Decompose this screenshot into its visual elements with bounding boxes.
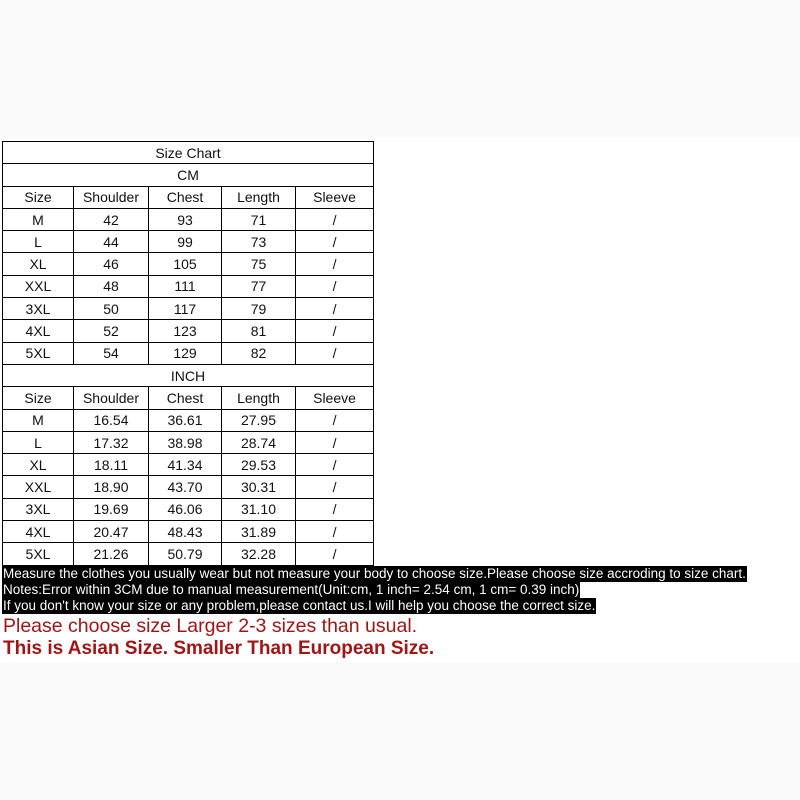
- table-cell: 71: [222, 208, 296, 230]
- table-cell: 82: [222, 342, 296, 364]
- table-cell: 117: [149, 298, 222, 320]
- table-cell: 99: [149, 231, 222, 253]
- table-cell: 50: [74, 298, 149, 320]
- table-cell: 111: [149, 275, 222, 297]
- table-cell: /: [296, 476, 374, 498]
- table-cell: /: [296, 521, 374, 543]
- table-cell: 18.11: [74, 454, 149, 476]
- table-cell: 129: [149, 342, 222, 364]
- table-cell: 19.69: [74, 498, 149, 520]
- table-cell: 4XL: [3, 320, 74, 342]
- table-cell: M: [3, 409, 74, 431]
- table-cell: 46: [74, 253, 149, 275]
- column-header: Length: [222, 387, 296, 409]
- table-cell: L: [3, 231, 74, 253]
- table-cell: 21.26: [74, 543, 149, 565]
- column-header: Shoulder: [74, 387, 149, 409]
- table-row: [3, 521, 374, 543]
- table-cell: 28.74: [222, 431, 296, 453]
- table-cell: /: [296, 208, 374, 230]
- table-cell: 29.53: [222, 454, 296, 476]
- table-cell: 5XL: [3, 543, 74, 565]
- table-row: [3, 275, 374, 297]
- table-row: [3, 454, 374, 476]
- column-header: Sleeve: [296, 186, 374, 208]
- table-cell: 44: [74, 231, 149, 253]
- table-cell: 48: [74, 275, 149, 297]
- table-cell: 20.47: [74, 521, 149, 543]
- table-row: [3, 476, 374, 498]
- table-cell: 123: [149, 320, 222, 342]
- table-cell: /: [296, 231, 374, 253]
- table-cell: M: [3, 208, 74, 230]
- table-cell: 31.89: [222, 521, 296, 543]
- column-header: Size: [3, 186, 74, 208]
- table-row: [3, 320, 374, 342]
- table-cell: 38.98: [149, 431, 222, 453]
- table-cell: /: [296, 253, 374, 275]
- table-cell: 30.31: [222, 476, 296, 498]
- column-header: Length: [222, 186, 296, 208]
- table-cell: 43.70: [149, 476, 222, 498]
- contact-note: If you don't know your size or any problem,please contact us.I will help you choose the correct size.: [3, 598, 596, 613]
- chart-title: Size Chart: [3, 142, 374, 164]
- table-cell: 93: [149, 208, 222, 230]
- table-cell: 17.32: [74, 431, 149, 453]
- table-cell: /: [296, 409, 374, 431]
- table-cell: 5XL: [3, 342, 74, 364]
- table-cell: 3XL: [3, 498, 74, 520]
- table-cell: 77: [222, 275, 296, 297]
- table-row: [3, 298, 374, 320]
- table-cell: /: [296, 342, 374, 364]
- error-note: Notes:Error within 3CM due to manual measurement(Unit:cm, 1 inch= 2.54 cm, 1 cm= 0.39 inch): [3, 582, 580, 597]
- inch-unit-header: INCH: [3, 364, 374, 386]
- inch-column-headers: [3, 387, 374, 409]
- table-cell: /: [296, 275, 374, 297]
- table-cell: 41.34: [149, 454, 222, 476]
- table-cell: XXL: [3, 476, 74, 498]
- table-cell: 36.61: [149, 409, 222, 431]
- table-row: [3, 431, 374, 453]
- column-header: Sleeve: [296, 387, 374, 409]
- table-row: [3, 543, 374, 565]
- asian-size-warning: This is Asian Size. Smaller Than European Size.: [3, 638, 435, 659]
- cm-unit-header: CM: [3, 164, 374, 186]
- table-cell: 27.95: [222, 409, 296, 431]
- table-cell: 105: [149, 253, 222, 275]
- table-cell: L: [3, 431, 74, 453]
- table-row: [3, 253, 374, 275]
- table-cell: 81: [222, 320, 296, 342]
- table-cell: 48.43: [149, 521, 222, 543]
- table-row: [3, 231, 374, 253]
- table-cell: 79: [222, 298, 296, 320]
- column-header: Shoulder: [74, 186, 149, 208]
- column-header: Size: [3, 387, 74, 409]
- table-cell: 73: [222, 231, 296, 253]
- table-cell: 46.06: [149, 498, 222, 520]
- table-cell: 3XL: [3, 298, 74, 320]
- table-cell: /: [296, 298, 374, 320]
- table-cell: XL: [3, 454, 74, 476]
- table-cell: XXL: [3, 275, 74, 297]
- column-header: Chest: [149, 186, 222, 208]
- measure-note: Measure the clothes you usually wear but not measure your body to choose size.Please choose size accroding to size chart.: [3, 566, 746, 581]
- table-cell: 31.10: [222, 498, 296, 520]
- size-advice: Please choose size Larger 2-3 sizes than usual.: [3, 615, 418, 637]
- size-chart-table: [2, 141, 374, 566]
- table-cell: 18.90: [74, 476, 149, 498]
- table-cell: 54: [74, 342, 149, 364]
- table-cell: 4XL: [3, 521, 74, 543]
- table-cell: /: [296, 543, 374, 565]
- table-cell: /: [296, 431, 374, 453]
- table-cell: 16.54: [74, 409, 149, 431]
- table-cell: 32.28: [222, 543, 296, 565]
- table-row: [3, 498, 374, 520]
- table-cell: 75: [222, 253, 296, 275]
- table-cell: XL: [3, 253, 74, 275]
- table-row: [3, 342, 374, 364]
- table-row: [3, 208, 374, 230]
- table-cell: /: [296, 320, 374, 342]
- column-header: Chest: [149, 387, 222, 409]
- table-cell: /: [296, 498, 374, 520]
- table-row: [3, 409, 374, 431]
- table-cell: 52: [74, 320, 149, 342]
- table-cell: 42: [74, 208, 149, 230]
- table-cell: /: [296, 454, 374, 476]
- table-cell: 50.79: [149, 543, 222, 565]
- cm-column-headers: [3, 186, 374, 208]
